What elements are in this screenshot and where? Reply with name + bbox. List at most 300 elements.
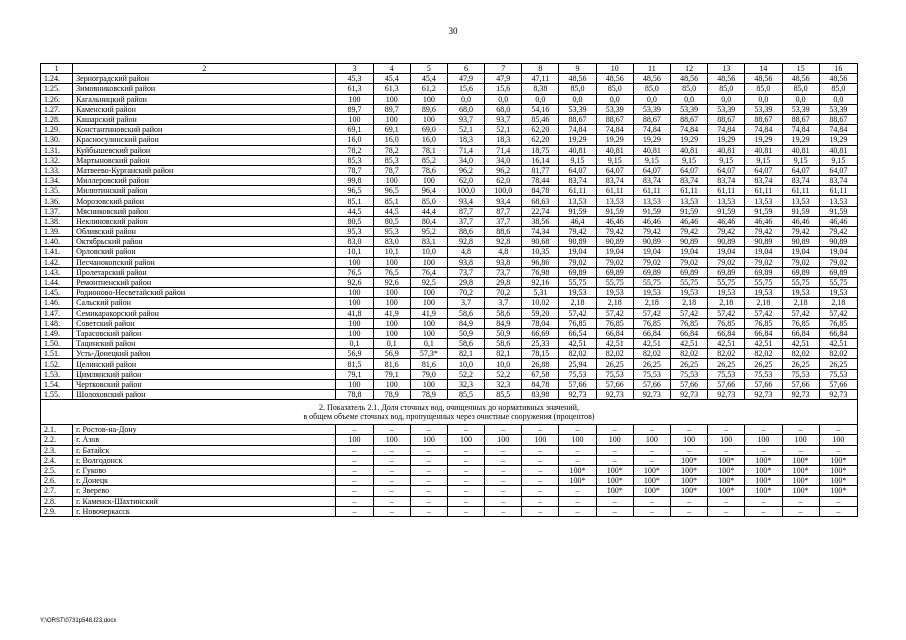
value-cell: 40,81 [596, 145, 633, 155]
value-cell: 42,51 [559, 339, 596, 349]
value-cell: 82,1 [485, 349, 522, 359]
value-cell: 46,46 [596, 216, 633, 226]
value-cell: 42,51 [708, 339, 745, 349]
row-number: 1.49. [41, 328, 73, 338]
value-cell: 66,84 [596, 328, 633, 338]
value-cell: 95,3 [373, 227, 410, 237]
table-row [41, 84, 858, 94]
table-row [41, 465, 858, 475]
value-cell: 90,89 [782, 237, 819, 247]
territory-name: Советский район [73, 318, 336, 328]
value-cell: 100* [708, 455, 745, 465]
value-cell: 93,7 [447, 114, 484, 124]
value-cell: 57,42 [596, 308, 633, 318]
value-cell: 52,1 [485, 125, 522, 135]
value-cell: 85,5 [447, 390, 484, 400]
value-cell: 53,39 [819, 104, 857, 114]
value-cell: 71,4 [447, 145, 484, 155]
value-cell: 100 [410, 257, 447, 267]
column-number: 14 [745, 64, 782, 74]
value-cell: 10,0 [410, 247, 447, 257]
row-number: 1.27. [41, 104, 73, 114]
value-cell: 45,3 [336, 74, 373, 84]
value-cell: 0,1 [336, 339, 373, 349]
value-cell: 84,9 [447, 318, 484, 328]
value-cell: 96,86 [522, 257, 559, 267]
value-cell: 66,84 [745, 328, 782, 338]
value-cell: 90,89 [633, 237, 670, 247]
value-cell: 9,15 [596, 155, 633, 165]
value-cell: 19,04 [782, 247, 819, 257]
value-cell: 81,5 [336, 359, 373, 369]
value-cell: 83,74 [670, 176, 707, 186]
value-cell: 58,6 [447, 308, 484, 318]
value-cell: 85,2 [410, 155, 447, 165]
value-cell: 26,25 [596, 359, 633, 369]
value-cell: 78,2 [336, 145, 373, 155]
value-cell: 76,4 [410, 267, 447, 277]
value-cell: 66,84 [708, 328, 745, 338]
value-cell: 78,6 [410, 165, 447, 175]
value-cell: 100,0 [485, 186, 522, 196]
value-cell: 79,42 [559, 227, 596, 237]
value-cell: – [522, 445, 559, 455]
file-path-footer: Y:\ORST\0731p548.f23.docx [40, 618, 117, 624]
value-cell: 80,4 [410, 216, 447, 226]
value-cell: 66,84 [633, 328, 670, 338]
value-cell: 79,42 [819, 227, 857, 237]
value-cell: 83,74 [708, 176, 745, 186]
value-cell: 57,42 [559, 308, 596, 318]
value-cell: 10,1 [373, 247, 410, 257]
value-cell: 88,67 [819, 114, 857, 124]
value-cell: – [336, 496, 373, 506]
value-cell: 89,7 [373, 104, 410, 114]
value-cell: 85,0 [410, 196, 447, 206]
territory-name: Тарасовский район [73, 328, 336, 338]
value-cell: 80,5 [373, 216, 410, 226]
value-cell: 42,51 [633, 339, 670, 349]
table-row [41, 257, 858, 267]
value-cell: 57,66 [596, 379, 633, 389]
territory-name: Усть-Донецкий район [73, 349, 336, 359]
value-cell: 100* [708, 465, 745, 475]
value-cell: 76,98 [522, 267, 559, 277]
value-cell: 82,02 [633, 349, 670, 359]
value-cell: – [670, 506, 707, 516]
value-cell: 52,2 [485, 369, 522, 379]
value-cell: 88,6 [447, 227, 484, 237]
column-number: 15 [782, 64, 819, 74]
value-cell: 78,44 [522, 176, 559, 186]
value-cell: 46,46 [708, 216, 745, 226]
value-cell: 10,0 [447, 359, 484, 369]
value-cell: 87,7 [485, 206, 522, 216]
row-number: 1.50. [41, 339, 73, 349]
value-cell: 100 [336, 379, 373, 389]
value-cell: 0,1 [373, 339, 410, 349]
value-cell: – [522, 486, 559, 496]
column-number: 9 [559, 64, 596, 74]
value-cell: 100* [819, 476, 857, 486]
value-cell: 85,1 [373, 196, 410, 206]
value-cell: 13,53 [559, 196, 596, 206]
row-number: 2.9. [41, 506, 73, 516]
value-cell: 57,66 [559, 379, 596, 389]
value-cell: – [485, 486, 522, 496]
value-cell: 64,07 [782, 165, 819, 175]
value-cell: 85,0 [559, 84, 596, 94]
row-number: 1.29. [41, 125, 73, 135]
value-cell: 64,07 [670, 165, 707, 175]
value-cell: 96,4 [410, 186, 447, 196]
value-cell: 2,18 [819, 298, 857, 308]
value-cell: 0,0 [447, 94, 484, 104]
value-cell: 90,89 [596, 237, 633, 247]
table-row [41, 369, 858, 379]
value-cell: 53,39 [596, 104, 633, 114]
value-cell: 75,53 [819, 369, 857, 379]
value-cell: 100 [336, 328, 373, 338]
value-cell: 91,59 [782, 206, 819, 216]
value-cell: 78,1 [410, 145, 447, 155]
row-number: 1.35. [41, 186, 73, 196]
value-cell: 74,84 [819, 125, 857, 135]
value-cell: – [819, 506, 857, 516]
value-cell: 68,0 [447, 104, 484, 114]
row-number: 1.36. [41, 196, 73, 206]
value-cell: 91,59 [819, 206, 857, 216]
value-cell: 19,04 [745, 247, 782, 257]
value-cell: 40,81 [708, 145, 745, 155]
value-cell: 55,75 [745, 277, 782, 287]
value-cell: – [633, 425, 670, 435]
value-cell: – [782, 425, 819, 435]
value-cell: 100* [782, 455, 819, 465]
value-cell: 55,75 [633, 277, 670, 287]
value-cell: 92,8 [485, 237, 522, 247]
value-cell: 91,59 [708, 206, 745, 216]
value-cell: – [485, 445, 522, 455]
row-number: 1.55. [41, 390, 73, 400]
value-cell: 79,42 [670, 227, 707, 237]
value-cell: 19,04 [819, 247, 857, 257]
value-cell: – [373, 465, 410, 475]
value-cell: – [485, 496, 522, 506]
value-cell: 2,18 [670, 298, 707, 308]
value-cell: – [670, 445, 707, 455]
column-number: 2 [73, 64, 336, 74]
value-cell: 56,9 [373, 349, 410, 359]
value-cell: 100 [410, 379, 447, 389]
value-cell: 89,6 [410, 104, 447, 114]
value-cell: 88,67 [596, 114, 633, 124]
value-cell: – [373, 486, 410, 496]
value-cell: 76,5 [373, 267, 410, 277]
value-cell: 92,73 [559, 390, 596, 400]
table-row [41, 237, 858, 247]
value-cell: 100* [596, 465, 633, 475]
value-cell: 57,42 [708, 308, 745, 318]
value-cell: 100* [745, 486, 782, 496]
value-cell: 19,29 [596, 135, 633, 145]
value-cell: 100* [670, 486, 707, 496]
value-cell: 78,9 [410, 390, 447, 400]
value-cell: 88,67 [633, 114, 670, 124]
value-cell: 40,81 [670, 145, 707, 155]
row-number: 1.43. [41, 267, 73, 277]
value-cell: 88,67 [745, 114, 782, 124]
indicator-table [40, 63, 858, 517]
value-cell: 88,67 [559, 114, 596, 124]
territory-name: г. Волгодонск [73, 455, 336, 465]
value-cell: 41,9 [410, 308, 447, 318]
value-cell: 93,8 [485, 257, 522, 267]
value-cell: 79,02 [708, 257, 745, 267]
value-cell: 40,81 [745, 145, 782, 155]
value-cell: 46,46 [670, 216, 707, 226]
value-cell: 67,58 [522, 369, 559, 379]
territory-name: Морозовский район [73, 196, 336, 206]
value-cell: 83,74 [745, 176, 782, 186]
table-row [41, 114, 858, 124]
value-cell: 58,6 [485, 308, 522, 318]
table-row [41, 216, 858, 226]
table-row [41, 196, 858, 206]
value-cell: 69,89 [819, 267, 857, 277]
row-number: 1.34. [41, 176, 73, 186]
value-cell: – [782, 506, 819, 516]
value-cell: 83,0 [373, 237, 410, 247]
value-cell: 57,66 [633, 379, 670, 389]
value-cell: 82,02 [819, 349, 857, 359]
value-cell: 100* [745, 476, 782, 486]
value-cell: 100 [373, 288, 410, 298]
value-cell: 62,0 [485, 176, 522, 186]
territory-name: Милютинский район [73, 186, 336, 196]
value-cell: 78,7 [373, 165, 410, 175]
value-cell: 16,0 [373, 135, 410, 145]
row-number: 1.24. [41, 74, 73, 84]
value-cell: – [485, 425, 522, 435]
value-cell: 25,94 [559, 359, 596, 369]
value-cell: 84,78 [522, 186, 559, 196]
value-cell: – [559, 486, 596, 496]
value-cell: 92,73 [708, 390, 745, 400]
value-cell: 83,74 [782, 176, 819, 186]
value-cell: 75,53 [633, 369, 670, 379]
value-cell: 61,11 [596, 186, 633, 196]
value-cell: 100* [708, 486, 745, 496]
value-cell: 48,56 [782, 74, 819, 84]
value-cell: 57,42 [782, 308, 819, 318]
value-cell: 47,9 [485, 74, 522, 84]
row-number: 1.46. [41, 298, 73, 308]
value-cell: – [485, 506, 522, 516]
value-cell: 53,39 [633, 104, 670, 114]
value-cell: 74,84 [745, 125, 782, 135]
territory-name: Чертковский район [73, 379, 336, 389]
table-row [41, 267, 858, 277]
territory-name: Мясниковский район [73, 206, 336, 216]
value-cell: – [633, 445, 670, 455]
value-cell: 46,46 [782, 216, 819, 226]
value-cell: 46,46 [819, 216, 857, 226]
value-cell: 100 [410, 176, 447, 186]
table-row [41, 445, 858, 455]
value-cell: 79,02 [670, 257, 707, 267]
value-cell: 48,56 [633, 74, 670, 84]
value-cell: 19,29 [633, 135, 670, 145]
value-cell: 10,0 [485, 359, 522, 369]
value-cell: 18,3 [485, 135, 522, 145]
value-cell: 100* [819, 465, 857, 475]
value-cell: 55,75 [559, 277, 596, 287]
value-cell: 75,53 [670, 369, 707, 379]
value-cell: 92,8 [447, 237, 484, 247]
value-cell: – [596, 455, 633, 465]
value-cell: 55,75 [670, 277, 707, 287]
value-cell: – [447, 445, 484, 455]
value-cell: 62,20 [522, 125, 559, 135]
value-cell: 100* [782, 476, 819, 486]
value-cell: – [373, 425, 410, 435]
row-number: 1.45. [41, 288, 73, 298]
territory-name: Ремонтненский район [73, 277, 336, 287]
row-number: 1.28. [41, 114, 73, 124]
value-cell: – [485, 465, 522, 475]
value-cell: 26,25 [670, 359, 707, 369]
row-number: 2.2. [41, 435, 73, 445]
row-number: 2.5. [41, 465, 73, 475]
value-cell: – [447, 465, 484, 475]
column-numbers-row [41, 64, 858, 74]
value-cell: 100 [782, 435, 819, 445]
value-cell: – [782, 445, 819, 455]
value-cell: 92,6 [336, 277, 373, 287]
value-cell: – [373, 506, 410, 516]
value-cell: 92,6 [373, 277, 410, 287]
value-cell: 100 [485, 435, 522, 445]
table-row [41, 349, 858, 359]
value-cell: 0,0 [522, 94, 559, 104]
row-number: 1.47. [41, 308, 73, 318]
value-cell: 57,66 [745, 379, 782, 389]
value-cell: 5,31 [522, 288, 559, 298]
value-cell: 81,6 [410, 359, 447, 369]
column-number: 12 [670, 64, 707, 74]
value-cell: 13,53 [633, 196, 670, 206]
value-cell: 92,73 [633, 390, 670, 400]
value-cell: – [447, 496, 484, 506]
value-cell: 19,04 [670, 247, 707, 257]
value-cell: 74,84 [670, 125, 707, 135]
value-cell: 100 [410, 114, 447, 124]
value-cell: – [633, 455, 670, 465]
value-cell: 100 [670, 435, 707, 445]
value-cell: 75,53 [745, 369, 782, 379]
value-cell: 85,0 [708, 84, 745, 94]
value-cell: 100 [373, 114, 410, 124]
value-cell: 41,8 [336, 308, 373, 318]
value-cell: 19,53 [782, 288, 819, 298]
value-cell: 78,04 [522, 318, 559, 328]
row-number: 2.8. [41, 496, 73, 506]
value-cell: 16,0 [410, 135, 447, 145]
table-row [41, 455, 858, 465]
value-cell: 76,5 [336, 267, 373, 277]
value-cell: 48,56 [745, 74, 782, 84]
territory-name: г. Гуково [73, 465, 336, 475]
value-cell: 16,0 [336, 135, 373, 145]
value-cell: 18,3 [447, 135, 484, 145]
value-cell: – [373, 476, 410, 486]
value-cell: 82,1 [447, 349, 484, 359]
territory-name: г. Азов [73, 435, 336, 445]
value-cell: – [336, 465, 373, 475]
value-cell: 57,42 [819, 308, 857, 318]
territory-name: Семикаракорский район [73, 308, 336, 318]
value-cell: 90,89 [745, 237, 782, 247]
value-cell: 57,66 [708, 379, 745, 389]
row-number: 1.48. [41, 318, 73, 328]
value-cell: 92,73 [745, 390, 782, 400]
value-cell: 9,15 [745, 155, 782, 165]
value-cell: 100* [819, 486, 857, 496]
value-cell: 62,20 [522, 135, 559, 145]
value-cell: 82,02 [670, 349, 707, 359]
value-cell: 79,42 [596, 227, 633, 237]
value-cell: 32,3 [447, 379, 484, 389]
value-cell: 100* [819, 455, 857, 465]
value-cell: – [670, 425, 707, 435]
value-cell: 92,73 [670, 390, 707, 400]
territory-name: Пролетарский район [73, 267, 336, 277]
value-cell: 2,18 [708, 298, 745, 308]
value-cell: 76,85 [633, 318, 670, 328]
value-cell: 19,29 [708, 135, 745, 145]
value-cell: 8,38 [522, 84, 559, 94]
value-cell: 69,1 [336, 125, 373, 135]
value-cell: 9,15 [708, 155, 745, 165]
value-cell: 32,3 [485, 379, 522, 389]
value-cell: 64,07 [819, 165, 857, 175]
table-row [41, 288, 858, 298]
table-row [41, 247, 858, 257]
value-cell: 9,15 [782, 155, 819, 165]
value-cell: 13,53 [819, 196, 857, 206]
row-number: 1.30. [41, 135, 73, 145]
value-cell: – [522, 476, 559, 486]
value-cell: – [633, 506, 670, 516]
value-cell: 19,04 [633, 247, 670, 257]
value-cell: 100 [373, 94, 410, 104]
value-cell: 19,29 [819, 135, 857, 145]
value-cell: – [447, 506, 484, 516]
value-cell: 9,15 [559, 155, 596, 165]
value-cell: 42,51 [782, 339, 819, 349]
value-cell: 46,46 [745, 216, 782, 226]
value-cell: 57,66 [670, 379, 707, 389]
value-cell: 92,73 [782, 390, 819, 400]
value-cell: 87,7 [447, 206, 484, 216]
column-number: 10 [596, 64, 633, 74]
value-cell: 89,7 [336, 104, 373, 114]
value-cell: 79,02 [559, 257, 596, 267]
value-cell: 91,59 [596, 206, 633, 216]
territory-name: Целинский район [73, 359, 336, 369]
value-cell: 19,29 [670, 135, 707, 145]
